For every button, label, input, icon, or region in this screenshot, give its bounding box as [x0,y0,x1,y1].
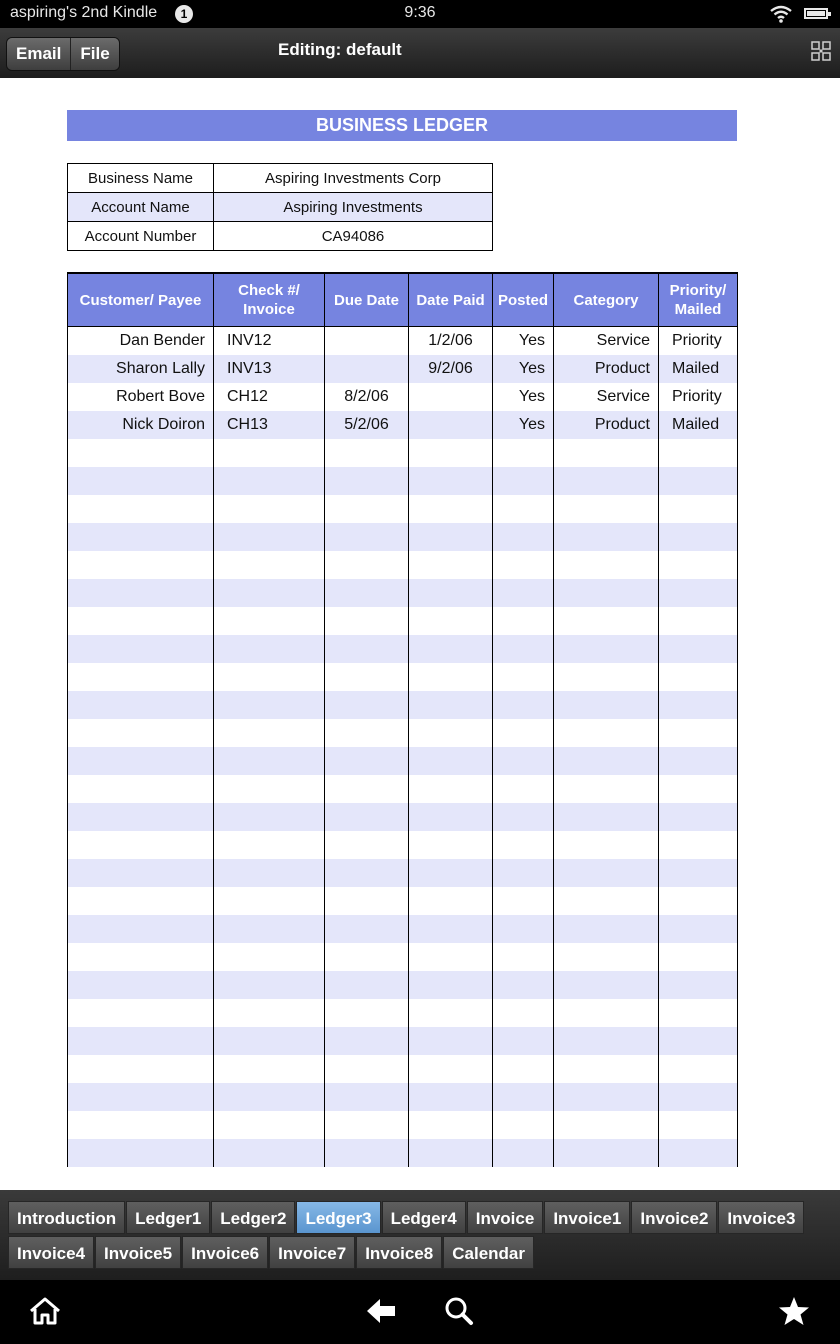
sheet-tab-bar [0,1190,840,1280]
info-label-cell[interactable]: Account Name [68,193,214,222]
table-cell[interactable] [554,803,659,831]
table-cell[interactable]: Nick Doiron [68,411,214,439]
table-cell[interactable] [68,747,214,775]
empty-table-row [68,803,738,831]
table-cell[interactable] [409,579,493,607]
table-cell[interactable] [409,1139,493,1167]
table-cell[interactable] [68,803,214,831]
table-cell[interactable] [554,635,659,663]
table-cell[interactable] [68,1027,214,1055]
empty-table-row [68,467,738,495]
document-title: Editing: default [278,40,402,59]
table-cell[interactable] [493,747,554,775]
sheet-tab-row [8,1236,535,1269]
table-cell[interactable] [493,607,554,635]
table-cell[interactable]: 8/2/06 [325,383,409,411]
table-cell[interactable] [659,747,738,775]
table-cell[interactable] [659,1139,738,1167]
table-cell[interactable] [214,831,325,859]
wifi-icon [770,5,792,28]
table-cell[interactable] [68,943,214,971]
empty-table-row [68,579,738,607]
table-cell[interactable] [493,467,554,495]
table-row [68,327,738,356]
empty-table-row [68,439,738,467]
clock: 9:36 [404,4,436,21]
table-cell[interactable]: Priority [659,327,738,356]
table-cell[interactable] [659,607,738,635]
table-cell[interactable] [68,775,214,803]
search-icon[interactable] [443,1296,475,1331]
info-label-cell[interactable]: Account Number [68,222,214,251]
toolbar-button-group [6,37,120,71]
table-cell[interactable] [409,915,493,943]
sheet-tab[interactable]: Invoice8 [356,1236,442,1269]
table-cell[interactable] [554,523,659,551]
table-cell[interactable] [214,1111,325,1139]
table-cell[interactable]: Service [554,383,659,411]
table-cell[interactable] [214,999,325,1027]
table-cell[interactable] [409,691,493,719]
table-cell[interactable] [409,411,493,439]
ledger-banner[interactable]: BUSINESS LEDGER [67,110,737,141]
table-cell[interactable] [554,831,659,859]
table-cell[interactable] [493,495,554,523]
empty-table-row [68,999,738,1027]
table-cell[interactable] [409,383,493,411]
empty-table-row [68,635,738,663]
table-cell[interactable]: 5/2/06 [325,411,409,439]
table-cell[interactable] [68,719,214,747]
table-cell[interactable] [409,803,493,831]
table-cell[interactable] [325,803,409,831]
system-nav-bar [0,1280,840,1344]
table-cell[interactable]: 9/2/06 [409,355,493,383]
table-cell[interactable] [325,971,409,999]
table-cell[interactable] [554,887,659,915]
table-cell[interactable] [409,943,493,971]
table-cell[interactable] [659,943,738,971]
table-cell[interactable] [214,607,325,635]
sheet-tab[interactable]: Invoice2 [631,1201,717,1234]
table-cell[interactable] [409,1027,493,1055]
table-row [68,355,738,383]
info-value-cell[interactable]: CA94086 [214,222,493,251]
sheet-tab[interactable]: Ledger2 [211,1201,295,1234]
table-row [68,383,738,411]
table-cell[interactable] [325,915,409,943]
table-cell[interactable] [68,439,214,467]
column-header[interactable]: Date Paid [409,273,493,327]
table-cell[interactable] [325,831,409,859]
table-cell[interactable] [554,999,659,1027]
table-cell[interactable] [554,607,659,635]
table-cell[interactable] [659,999,738,1027]
table-cell[interactable] [659,495,738,523]
table-cell[interactable] [68,523,214,551]
table-cell[interactable] [659,1111,738,1139]
table-cell[interactable] [325,1083,409,1111]
table-cell[interactable] [68,887,214,915]
table-cell[interactable] [214,579,325,607]
table-cell[interactable] [659,803,738,831]
table-cell[interactable] [493,775,554,803]
table-cell[interactable] [659,439,738,467]
table-cell[interactable] [554,719,659,747]
info-value-cell[interactable]: Aspiring Investments Corp [214,164,493,193]
file-button[interactable]: File [70,38,118,70]
table-cell[interactable] [409,635,493,663]
back-icon[interactable] [365,1296,397,1331]
table-cell[interactable] [214,495,325,523]
column-header[interactable]: Customer/ Payee [68,273,214,327]
grid-icon[interactable] [811,41,831,66]
table-cell[interactable] [493,1083,554,1111]
column-header[interactable]: Category [554,273,659,327]
table-cell[interactable] [554,467,659,495]
table-cell[interactable] [325,635,409,663]
status-bar [0,0,840,28]
empty-table-row [68,691,738,719]
sheet-tab[interactable]: Invoice7 [269,1236,355,1269]
table-cell[interactable] [325,691,409,719]
table-cell[interactable] [68,1111,214,1139]
table-cell[interactable] [554,1111,659,1139]
table-cell[interactable] [214,775,325,803]
table-cell[interactable] [214,523,325,551]
table-cell[interactable] [554,1083,659,1111]
table-cell[interactable] [554,579,659,607]
table-cell[interactable] [554,1027,659,1055]
table-cell[interactable] [659,467,738,495]
empty-table-row [68,495,738,523]
battery-icon [804,8,828,19]
table-cell[interactable] [325,719,409,747]
table-cell[interactable] [493,439,554,467]
table-cell[interactable] [659,971,738,999]
table-cell[interactable]: 1/2/06 [409,327,493,356]
table-cell[interactable] [659,859,738,887]
table-cell[interactable] [325,579,409,607]
table-cell[interactable]: INV13 [214,355,325,383]
table-cell[interactable]: CH12 [214,383,325,411]
sheet-tab[interactable]: Invoice5 [95,1236,181,1269]
table-cell[interactable] [493,663,554,691]
table-cell[interactable]: Sharon Lally [68,355,214,383]
empty-table-row [68,775,738,803]
table-cell[interactable] [554,495,659,523]
sheet-tab[interactable]: Invoice3 [718,1201,804,1234]
table-cell[interactable]: Yes [493,411,554,439]
empty-table-row [68,1111,738,1139]
table-cell[interactable] [214,859,325,887]
table-cell[interactable] [493,1027,554,1055]
table-cell[interactable] [68,663,214,691]
table-cell[interactable] [554,775,659,803]
table-cell[interactable] [554,1055,659,1083]
table-cell[interactable] [68,999,214,1027]
table-cell[interactable] [214,691,325,719]
table-cell[interactable] [554,663,659,691]
table-cell[interactable] [214,635,325,663]
empty-table-row [68,943,738,971]
table-cell[interactable] [68,831,214,859]
empty-table-row [68,1139,738,1167]
favorites-star-icon[interactable] [778,1296,810,1331]
sheet-tab[interactable]: Invoice6 [182,1236,268,1269]
table-cell[interactable] [214,915,325,943]
table-cell[interactable] [493,943,554,971]
device-name: aspiring's 2nd Kindle [10,4,158,21]
empty-table-row [68,831,738,859]
table-cell[interactable] [325,747,409,775]
empty-table-row [68,747,738,775]
ledger-table [67,272,738,1167]
table-cell[interactable] [325,467,409,495]
table-cell[interactable] [659,523,738,551]
table-cell[interactable] [659,579,738,607]
table-cell[interactable] [409,607,493,635]
table-cell[interactable] [68,1083,214,1111]
table-cell[interactable] [554,551,659,579]
table-row [68,411,738,439]
table-cell[interactable] [554,1139,659,1167]
table-cell[interactable] [409,775,493,803]
table-cell[interactable]: CH13 [214,411,325,439]
table-cell[interactable] [409,523,493,551]
table-cell[interactable] [409,551,493,579]
empty-table-row [68,607,738,635]
table-cell[interactable] [493,859,554,887]
table-cell[interactable] [493,1139,554,1167]
table-cell[interactable] [554,943,659,971]
table-cell[interactable] [325,1111,409,1139]
table-cell[interactable] [409,971,493,999]
table-cell[interactable] [325,943,409,971]
empty-table-row [68,1083,738,1111]
table-cell[interactable] [493,803,554,831]
table-cell[interactable] [214,1139,325,1167]
table-cell[interactable]: Dan Bender [68,327,214,356]
table-cell[interactable] [493,523,554,551]
table-cell[interactable] [325,607,409,635]
table-cell[interactable]: Yes [493,355,554,383]
notification-badge[interactable]: 1 [175,5,193,23]
table-cell[interactable] [493,971,554,999]
empty-table-row [68,1055,738,1083]
empty-table-row [68,971,738,999]
table-cell[interactable]: Priority [659,383,738,411]
home-icon[interactable] [28,1296,62,1331]
table-cell[interactable] [493,579,554,607]
ledger-body [68,327,738,1168]
table-cell[interactable] [659,887,738,915]
sheet-tab[interactable]: Ledger1 [126,1201,210,1234]
table-cell[interactable] [493,999,554,1027]
empty-table-row [68,551,738,579]
table-cell[interactable] [493,1111,554,1139]
table-cell[interactable] [409,831,493,859]
table-cell[interactable] [325,663,409,691]
table-cell[interactable] [659,831,738,859]
table-cell[interactable]: Product [554,355,659,383]
table-cell[interactable] [68,915,214,943]
table-cell[interactable] [325,775,409,803]
table-cell[interactable] [493,691,554,719]
sheet-tab[interactable]: Ledger4 [382,1201,466,1234]
table-cell[interactable] [214,943,325,971]
table-cell[interactable] [214,803,325,831]
table-cell[interactable] [325,999,409,1027]
table-cell[interactable] [68,1055,214,1083]
table-cell[interactable]: Product [554,411,659,439]
table-cell[interactable] [325,551,409,579]
empty-table-row [68,663,738,691]
empty-table-row [68,859,738,887]
table-cell[interactable] [659,1083,738,1111]
column-header[interactable]: Check #/ Invoice [214,273,325,327]
table-cell[interactable] [493,915,554,943]
table-cell[interactable] [554,439,659,467]
column-header[interactable]: Priority/ Mailed [659,273,738,327]
account-info-table [67,163,493,251]
sheet-tab[interactable]: Ledger3 [296,1201,380,1234]
table-cell[interactable] [214,551,325,579]
column-header[interactable]: Posted [493,273,554,327]
table-cell[interactable] [68,691,214,719]
table-cell[interactable] [409,467,493,495]
table-cell[interactable] [214,1055,325,1083]
sheet-tab[interactable]: Invoice4 [8,1236,94,1269]
table-cell[interactable] [214,747,325,775]
sheet-tab[interactable]: Invoice1 [544,1201,630,1234]
table-cell[interactable] [409,887,493,915]
sheet-tab[interactable]: Introduction [8,1201,125,1234]
table-cell[interactable] [659,663,738,691]
table-cell[interactable] [659,1027,738,1055]
table-cell[interactable] [554,691,659,719]
table-cell[interactable] [68,551,214,579]
table-cell[interactable] [659,915,738,943]
table-cell[interactable] [409,1083,493,1111]
table-cell[interactable] [68,859,214,887]
table-cell[interactable] [68,1139,214,1167]
table-cell[interactable] [325,1027,409,1055]
table-cell[interactable] [554,859,659,887]
table-cell[interactable] [659,691,738,719]
table-cell[interactable] [493,719,554,747]
info-value-cell[interactable]: Aspiring Investments [214,193,493,222]
empty-table-row [68,719,738,747]
empty-table-row [68,915,738,943]
table-cell[interactable] [68,579,214,607]
table-cell[interactable] [68,971,214,999]
column-header[interactable]: Due Date [325,273,409,327]
table-cell[interactable] [325,523,409,551]
table-cell[interactable] [68,467,214,495]
table-cell[interactable] [493,1055,554,1083]
empty-table-row [68,887,738,915]
sheet-tab[interactable]: Invoice [467,1201,544,1234]
table-cell[interactable] [214,1027,325,1055]
table-cell[interactable] [325,859,409,887]
table-cell[interactable] [493,551,554,579]
table-cell[interactable] [214,719,325,747]
table-cell[interactable] [493,635,554,663]
table-cell[interactable] [409,859,493,887]
empty-table-row [68,1027,738,1055]
table-cell[interactable] [214,971,325,999]
table-cell[interactable] [659,635,738,663]
table-cell[interactable] [409,719,493,747]
table-cell[interactable] [409,999,493,1027]
table-cell[interactable] [554,971,659,999]
table-cell[interactable] [659,551,738,579]
table-cell[interactable]: Mailed [659,411,738,439]
sheet-tab-row [8,1201,805,1234]
table-cell[interactable] [214,467,325,495]
table-cell[interactable] [68,635,214,663]
empty-table-row [68,523,738,551]
table-cell[interactable] [409,439,493,467]
table-cell[interactable] [325,327,409,356]
table-cell[interactable]: INV12 [214,327,325,356]
email-button[interactable]: Email [7,38,70,70]
table-cell[interactable] [325,439,409,467]
table-cell[interactable] [659,719,738,747]
table-cell[interactable] [325,495,409,523]
spreadsheet-area[interactable] [0,78,840,1190]
table-cell[interactable] [493,831,554,859]
table-cell[interactable] [325,355,409,383]
table-cell[interactable]: Yes [493,383,554,411]
table-cell[interactable] [409,1055,493,1083]
table-cell[interactable] [554,915,659,943]
table-cell[interactable] [493,887,554,915]
table-cell[interactable] [409,747,493,775]
table-cell[interactable] [68,495,214,523]
table-cell[interactable] [409,495,493,523]
sheet-tab[interactable]: Calendar [443,1236,534,1269]
table-cell[interactable] [659,1055,738,1083]
table-cell[interactable] [214,887,325,915]
table-cell[interactable]: Service [554,327,659,356]
table-cell[interactable] [214,663,325,691]
table-cell[interactable] [409,663,493,691]
table-cell[interactable] [554,747,659,775]
app-toolbar [0,28,840,79]
info-label-cell[interactable]: Business Name [68,164,214,193]
table-cell[interactable]: Mailed [659,355,738,383]
table-cell[interactable] [68,607,214,635]
table-cell[interactable] [214,1083,325,1111]
table-cell[interactable] [325,1139,409,1167]
table-cell[interactable] [409,1111,493,1139]
table-cell[interactable]: Yes [493,327,554,356]
table-cell[interactable] [214,439,325,467]
table-cell[interactable] [659,775,738,803]
table-cell[interactable] [325,1055,409,1083]
table-cell[interactable]: Robert Bove [68,383,214,411]
table-cell[interactable] [325,887,409,915]
